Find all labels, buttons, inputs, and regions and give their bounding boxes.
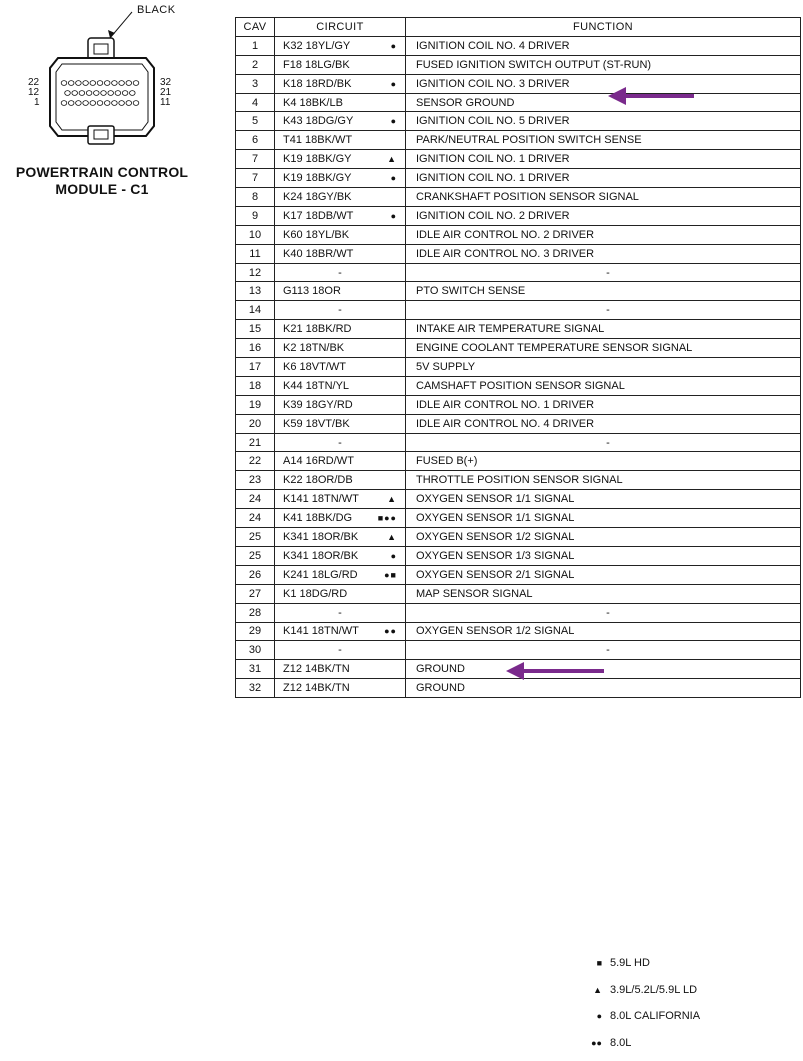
cav-cell: 16: [236, 339, 275, 358]
pin-label-21: 21: [160, 87, 172, 98]
table-row: [236, 565, 801, 584]
legend-symbol: ▲: [593, 984, 602, 995]
variant-marker: ●●: [384, 626, 397, 637]
circuit-code: K59 18VT/BK: [283, 417, 350, 430]
circuit-code: K2 18TN/BK: [283, 342, 345, 355]
legend-item: [580, 1033, 790, 1053]
legend-item: [580, 953, 790, 973]
function-cell: GROUND: [406, 679, 801, 698]
circuit-code: G113 18OR: [283, 285, 341, 298]
function-cell: CRANKSHAFT POSITION SENSOR SIGNAL: [406, 188, 801, 207]
variant-marker: ●: [390, 78, 397, 89]
pin-label-11: 11: [160, 97, 171, 108]
function-cell: CAMSHAFT POSITION SENSOR SIGNAL: [406, 376, 801, 395]
function-cell: IGNITION COIL NO. 3 DRIVER: [406, 74, 801, 93]
function-cell: IDLE AIR CONTROL NO. 4 DRIVER: [406, 414, 801, 433]
circuit-code: K4 18BK/LB: [283, 96, 343, 109]
circuit-code: K22 18OR/DB: [283, 474, 353, 487]
circuit-code: -: [338, 606, 342, 619]
circuit-cell: [275, 471, 406, 490]
legend-label: 3.9L/5.2L/5.9L LD: [610, 983, 698, 996]
table-row: [236, 320, 801, 339]
circuit-code: K341 18OR/BK: [283, 530, 359, 543]
table-row: [236, 452, 801, 471]
variant-marker: ▲: [387, 494, 397, 505]
pinout-table: [235, 17, 801, 698]
circuit-code: Z12 14BK/TN: [283, 682, 350, 695]
legend-item: [580, 1006, 790, 1026]
table-row: [236, 112, 801, 131]
connector-color-label: BLACK: [137, 4, 176, 16]
arrow-sensor-ground: [608, 86, 698, 106]
circuit-cell: [275, 339, 406, 358]
cav-cell: 21: [236, 433, 275, 452]
circuit-cell: [275, 301, 406, 320]
table-row: [236, 528, 801, 547]
cav-cell: 7: [236, 150, 275, 169]
table-row: [236, 490, 801, 509]
cav-cell: 26: [236, 565, 275, 584]
circuit-code: -: [338, 304, 342, 317]
circuit-code: K40 18BR/WT: [283, 247, 354, 260]
arrow-head: [608, 87, 626, 105]
table-row: [236, 206, 801, 225]
cav-cell: 30: [236, 641, 275, 660]
function-cell: -: [406, 301, 801, 320]
cav-cell: 24: [236, 509, 275, 528]
circuit-cell: [275, 93, 406, 112]
circuit-cell: [275, 565, 406, 584]
table-row: [236, 603, 801, 622]
function-cell: OXYGEN SENSOR 2/1 SIGNAL: [406, 565, 801, 584]
pin-label-22: 22: [28, 77, 40, 88]
cav-cell: 4: [236, 93, 275, 112]
function-cell: OXYGEN SENSOR 1/2 SIGNAL: [406, 622, 801, 641]
table-row: [236, 150, 801, 169]
circuit-code: K44 18TN/YL: [283, 379, 350, 392]
function-cell: PARK/NEUTRAL POSITION SWITCH SENSE: [406, 131, 801, 150]
function-cell: IGNITION COIL NO. 1 DRIVER: [406, 150, 801, 169]
module-title-line1: POWERTRAIN CONTROL: [15, 164, 189, 180]
variant-marker: ●: [390, 40, 397, 51]
cav-cell: 14: [236, 301, 275, 320]
cav-cell: 8: [236, 188, 275, 207]
circuit-cell: [275, 188, 406, 207]
circuit-cell: [275, 112, 406, 131]
cav-cell: 12: [236, 263, 275, 282]
circuit-cell: [275, 528, 406, 547]
function-cell: IDLE AIR CONTROL NO. 3 DRIVER: [406, 244, 801, 263]
function-cell: SENSOR GROUND: [406, 93, 801, 112]
cav-cell: 7: [236, 169, 275, 188]
function-cell: MAP SENSOR SIGNAL: [406, 584, 801, 603]
legend: [580, 953, 790, 1059]
legend-symbol: ●●: [591, 1037, 602, 1048]
circuit-cell: [275, 509, 406, 528]
variant-marker: ▲: [387, 531, 397, 542]
table-row: [236, 188, 801, 207]
legend-symbol: ■: [596, 958, 602, 968]
variant-marker: ▲: [387, 154, 397, 165]
table-row: [236, 584, 801, 603]
header-cav: CAV: [236, 18, 275, 37]
pin-label-32: 32: [160, 77, 172, 88]
table-row: [236, 509, 801, 528]
function-cell: IDLE AIR CONTROL NO. 1 DRIVER: [406, 395, 801, 414]
circuit-cell: [275, 433, 406, 452]
circuit-cell: [275, 376, 406, 395]
cav-cell: 3: [236, 74, 275, 93]
circuit-code: K39 18GY/RD: [283, 398, 353, 411]
table-row: [236, 74, 801, 93]
function-cell: OXYGEN SENSOR 1/3 SIGNAL: [406, 546, 801, 565]
function-cell: IGNITION COIL NO. 4 DRIVER: [406, 36, 801, 55]
cav-cell: 28: [236, 603, 275, 622]
header-function: FUNCTION: [406, 18, 801, 37]
function-cell: FUSED B(+): [406, 452, 801, 471]
circuit-cell: [275, 660, 406, 679]
cav-cell: 22: [236, 452, 275, 471]
circuit-code: -: [338, 644, 342, 657]
variant-marker: ●: [390, 210, 397, 221]
table-row: [236, 282, 801, 301]
table-row: [236, 641, 801, 660]
legend-label: 5.9L HD: [610, 957, 650, 969]
circuit-code: K43 18DG/GY: [283, 115, 354, 128]
cav-cell: 25: [236, 528, 275, 547]
function-cell: IGNITION COIL NO. 1 DRIVER: [406, 169, 801, 188]
circuit-code: K19 18BK/GY: [283, 153, 352, 166]
function-cell: ENGINE COOLANT TEMPERATURE SENSOR SIGNAL: [406, 339, 801, 358]
cav-cell: 5: [236, 112, 275, 131]
function-cell: IDLE AIR CONTROL NO. 2 DRIVER: [406, 225, 801, 244]
table-row: [236, 244, 801, 263]
function-cell: THROTTLE POSITION SENSOR SIGNAL: [406, 471, 801, 490]
legend-label: 8.0L: [610, 1036, 632, 1049]
circuit-code: K60 18YL/BK: [283, 228, 350, 241]
circuit-cell: [275, 36, 406, 55]
circuit-code: K21 18BK/RD: [283, 323, 352, 336]
pinout-body: [236, 36, 801, 697]
circuit-cell: [275, 320, 406, 339]
legend-label: 8.0L CALIFORNIA: [610, 1010, 701, 1022]
circuit-cell: [275, 282, 406, 301]
cav-cell: 13: [236, 282, 275, 301]
circuit-cell: [275, 641, 406, 660]
table-row: [236, 358, 801, 377]
variant-marker: ●: [390, 173, 397, 184]
circuit-code: K141 18TN/WT: [283, 493, 359, 506]
cav-cell: 10: [236, 225, 275, 244]
table-header-row: [236, 18, 801, 37]
cav-cell: 19: [236, 395, 275, 414]
circuit-cell: [275, 74, 406, 93]
table-row: [236, 131, 801, 150]
cav-cell: 23: [236, 471, 275, 490]
cav-cell: 2: [236, 55, 275, 74]
circuit-cell: [275, 131, 406, 150]
function-cell: -: [406, 641, 801, 660]
function-cell: INTAKE AIR TEMPERATURE SIGNAL: [406, 320, 801, 339]
function-cell: IGNITION COIL NO. 2 DRIVER: [406, 206, 801, 225]
module-title-line2: MODULE - C1: [55, 181, 149, 197]
table-row: [236, 471, 801, 490]
circuit-cell: [275, 452, 406, 471]
pin-label-1: 1: [34, 97, 40, 108]
circuit-cell: [275, 414, 406, 433]
circuit-code: K17 18DB/WT: [283, 209, 354, 222]
table-row: [236, 546, 801, 565]
function-cell: OXYGEN SENSOR 1/1 SIGNAL: [406, 490, 801, 509]
circuit-code: A14 16RD/WT: [283, 455, 354, 468]
table-row: [236, 622, 801, 641]
cav-cell: 20: [236, 414, 275, 433]
circuit-cell: [275, 225, 406, 244]
variant-marker: ■●●: [377, 513, 397, 524]
circuit-code: K41 18BK/DG: [283, 512, 353, 525]
cav-cell: 32: [236, 679, 275, 698]
circuit-code: F18 18LG/BK: [283, 58, 350, 71]
cav-cell: 1: [236, 36, 275, 55]
table-row: [236, 433, 801, 452]
function-cell: OXYGEN SENSOR 1/1 SIGNAL: [406, 509, 801, 528]
table-row: [236, 263, 801, 282]
table-row: [236, 395, 801, 414]
circuit-cell: [275, 169, 406, 188]
function-cell: OXYGEN SENSOR 1/2 SIGNAL: [406, 528, 801, 547]
function-cell: IGNITION COIL NO. 5 DRIVER: [406, 112, 801, 131]
arrow-head: [506, 662, 524, 680]
circuit-code: K141 18TN/WT: [283, 625, 359, 638]
table-row: [236, 55, 801, 74]
arrow-ground: [506, 661, 606, 681]
circuit-cell: [275, 395, 406, 414]
header-circuit: CIRCUIT: [275, 18, 406, 37]
circuit-code: Z12 14BK/TN: [283, 663, 350, 676]
variant-marker: ●: [390, 550, 397, 561]
cav-cell: 18: [236, 376, 275, 395]
table-row: [236, 376, 801, 395]
function-cell: -: [406, 603, 801, 622]
circuit-cell: [275, 244, 406, 263]
table-row: [236, 36, 801, 55]
cav-cell: 29: [236, 622, 275, 641]
cav-cell: 6: [236, 131, 275, 150]
cav-cell: 9: [236, 206, 275, 225]
circuit-code: K241 18LG/RD: [283, 568, 358, 581]
function-cell: 5V SUPPLY: [406, 358, 801, 377]
circuit-cell: [275, 546, 406, 565]
circuit-cell: [275, 584, 406, 603]
circuit-code: -: [338, 266, 342, 279]
variant-marker: ●■: [384, 569, 397, 580]
table-row: [236, 169, 801, 188]
cav-cell: 17: [236, 358, 275, 377]
legend-item: [580, 980, 790, 1000]
cav-cell: 25: [236, 546, 275, 565]
circuit-cell: [275, 358, 406, 377]
circuit-code: -: [338, 436, 342, 449]
variant-marker: ●: [390, 116, 397, 127]
circuit-cell: [275, 490, 406, 509]
table-row: [236, 225, 801, 244]
table-row: [236, 414, 801, 433]
circuit-cell: [275, 622, 406, 641]
circuit-code: T41 18BK/WT: [283, 134, 353, 147]
module-title: [12, 164, 192, 198]
function-cell: -: [406, 263, 801, 282]
legend-symbol: ●: [596, 1011, 602, 1021]
table-row: [236, 93, 801, 112]
circuit-code: K18 18RD/BK: [283, 77, 352, 90]
circuit-cell: [275, 150, 406, 169]
circuit-code: K19 18BK/GY: [283, 172, 352, 185]
pin-label-12: 12: [28, 87, 40, 98]
function-cell: -: [406, 433, 801, 452]
function-cell: FUSED IGNITION SWITCH OUTPUT (ST-RUN): [406, 55, 801, 74]
table-row: [236, 339, 801, 358]
cav-cell: 27: [236, 584, 275, 603]
circuit-code: K6 18VT/WT: [283, 360, 346, 373]
circuit-code: K32 18YL/GY: [283, 39, 351, 52]
circuit-cell: [275, 263, 406, 282]
cav-cell: 24: [236, 490, 275, 509]
circuit-cell: [275, 679, 406, 698]
cav-cell: 31: [236, 660, 275, 679]
cav-cell: 15: [236, 320, 275, 339]
function-cell: GROUND: [406, 660, 801, 679]
table-row: [236, 679, 801, 698]
circuit-cell: [275, 206, 406, 225]
circuit-code: K1 18DG/RD: [283, 587, 348, 600]
function-cell: PTO SWITCH SENSE: [406, 282, 801, 301]
circuit-code: K341 18OR/BK: [283, 549, 359, 562]
circuit-code: K24 18GY/BK: [283, 190, 352, 203]
cav-cell: 11: [236, 244, 275, 263]
circuit-cell: [275, 55, 406, 74]
table-row: [236, 301, 801, 320]
circuit-cell: [275, 603, 406, 622]
